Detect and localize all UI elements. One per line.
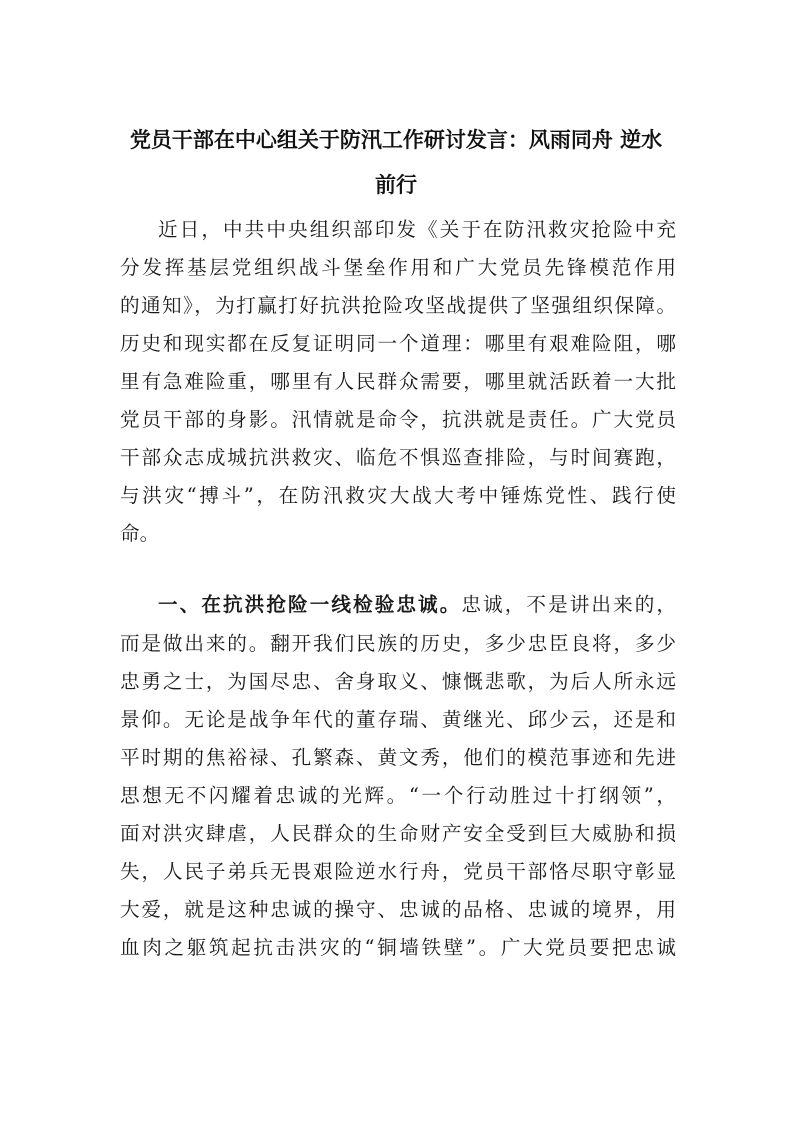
title-line-1: 党员干部在中心组关于防汛工作研讨发言：风雨同舟 逆水: [129, 128, 663, 152]
section-heading: 一、在抗洪抢险一线检验忠诚。: [158, 593, 462, 616]
paragraph-line: 干部众志成城抗洪救灾、临危不惧巡查排险，与时间赛跑，: [120, 446, 676, 469]
paragraph-line: 与洪灾“搏斗”，在防汛救灾大战大考中锤炼党性、践行使: [120, 484, 676, 507]
paragraph-line: 景仰。无论是战争年代的董存瑞、黄继光、邱少云，还是和: [120, 708, 676, 731]
paragraph-line: 分发挥基层党组织战斗堡垒作用和广大党员先锋模范作用: [120, 256, 676, 279]
paragraph-line: 党员干部的身影。汛情就是命令，抗洪就是责任。广大党员: [120, 408, 676, 431]
paragraph-line: 失，人民子弟兵无畏艰险逆水行舟，党员干部恪尽职守彰显: [120, 860, 676, 883]
paragraph-line: 平时期的焦裕禄、孔繁森、黄文秀，他们的模范事迹和先进: [120, 746, 676, 769]
paragraph-line: 大爱，就是这种忠诚的操守、忠诚的品格、忠诚的境界，用: [120, 898, 676, 921]
paragraph-line: 血肉之躯筑起抗击洪灾的“铜墙铁壁”。广大党员要把忠诚: [120, 936, 676, 959]
section-heading-rest: 忠诚，不是讲出来的，: [461, 593, 676, 616]
paragraph-line: 面对洪灾肆虐，人民群众的生命财产安全受到巨大威胁和损: [120, 822, 676, 845]
paragraph-line: 思想无不闪耀着忠诚的光辉。“一个行动胜过十打纲领”，: [120, 784, 676, 807]
paragraph-line: 忠勇之士，为国尽忠、舍身取义、慷慨悲歌，为后人所永远: [120, 670, 676, 693]
paragraph-line: 而是做出来的。翻开我们民族的历史，多少忠臣良将，多少: [120, 632, 676, 655]
paragraph-line: 历史和现实都在反复证明同一个道理：哪里有艰难险阻，哪: [120, 332, 676, 355]
paragraph-line: 的通知》，为打赢打好抗洪抢险攻坚战提供了坚强组织保障。: [120, 294, 676, 317]
section-heading-line: [158, 587, 676, 623]
paragraph-line: 近日，中共中央组织部印发《关于在防汛救灾抢险中充: [158, 218, 676, 241]
title-line-2: 前行: [375, 173, 417, 197]
paragraph-line: 里有急难险重，哪里有人民群众需要，哪里就活跃着一大批: [120, 370, 676, 393]
paragraph-line: 命。: [120, 522, 160, 545]
document-title: [116, 118, 676, 208]
